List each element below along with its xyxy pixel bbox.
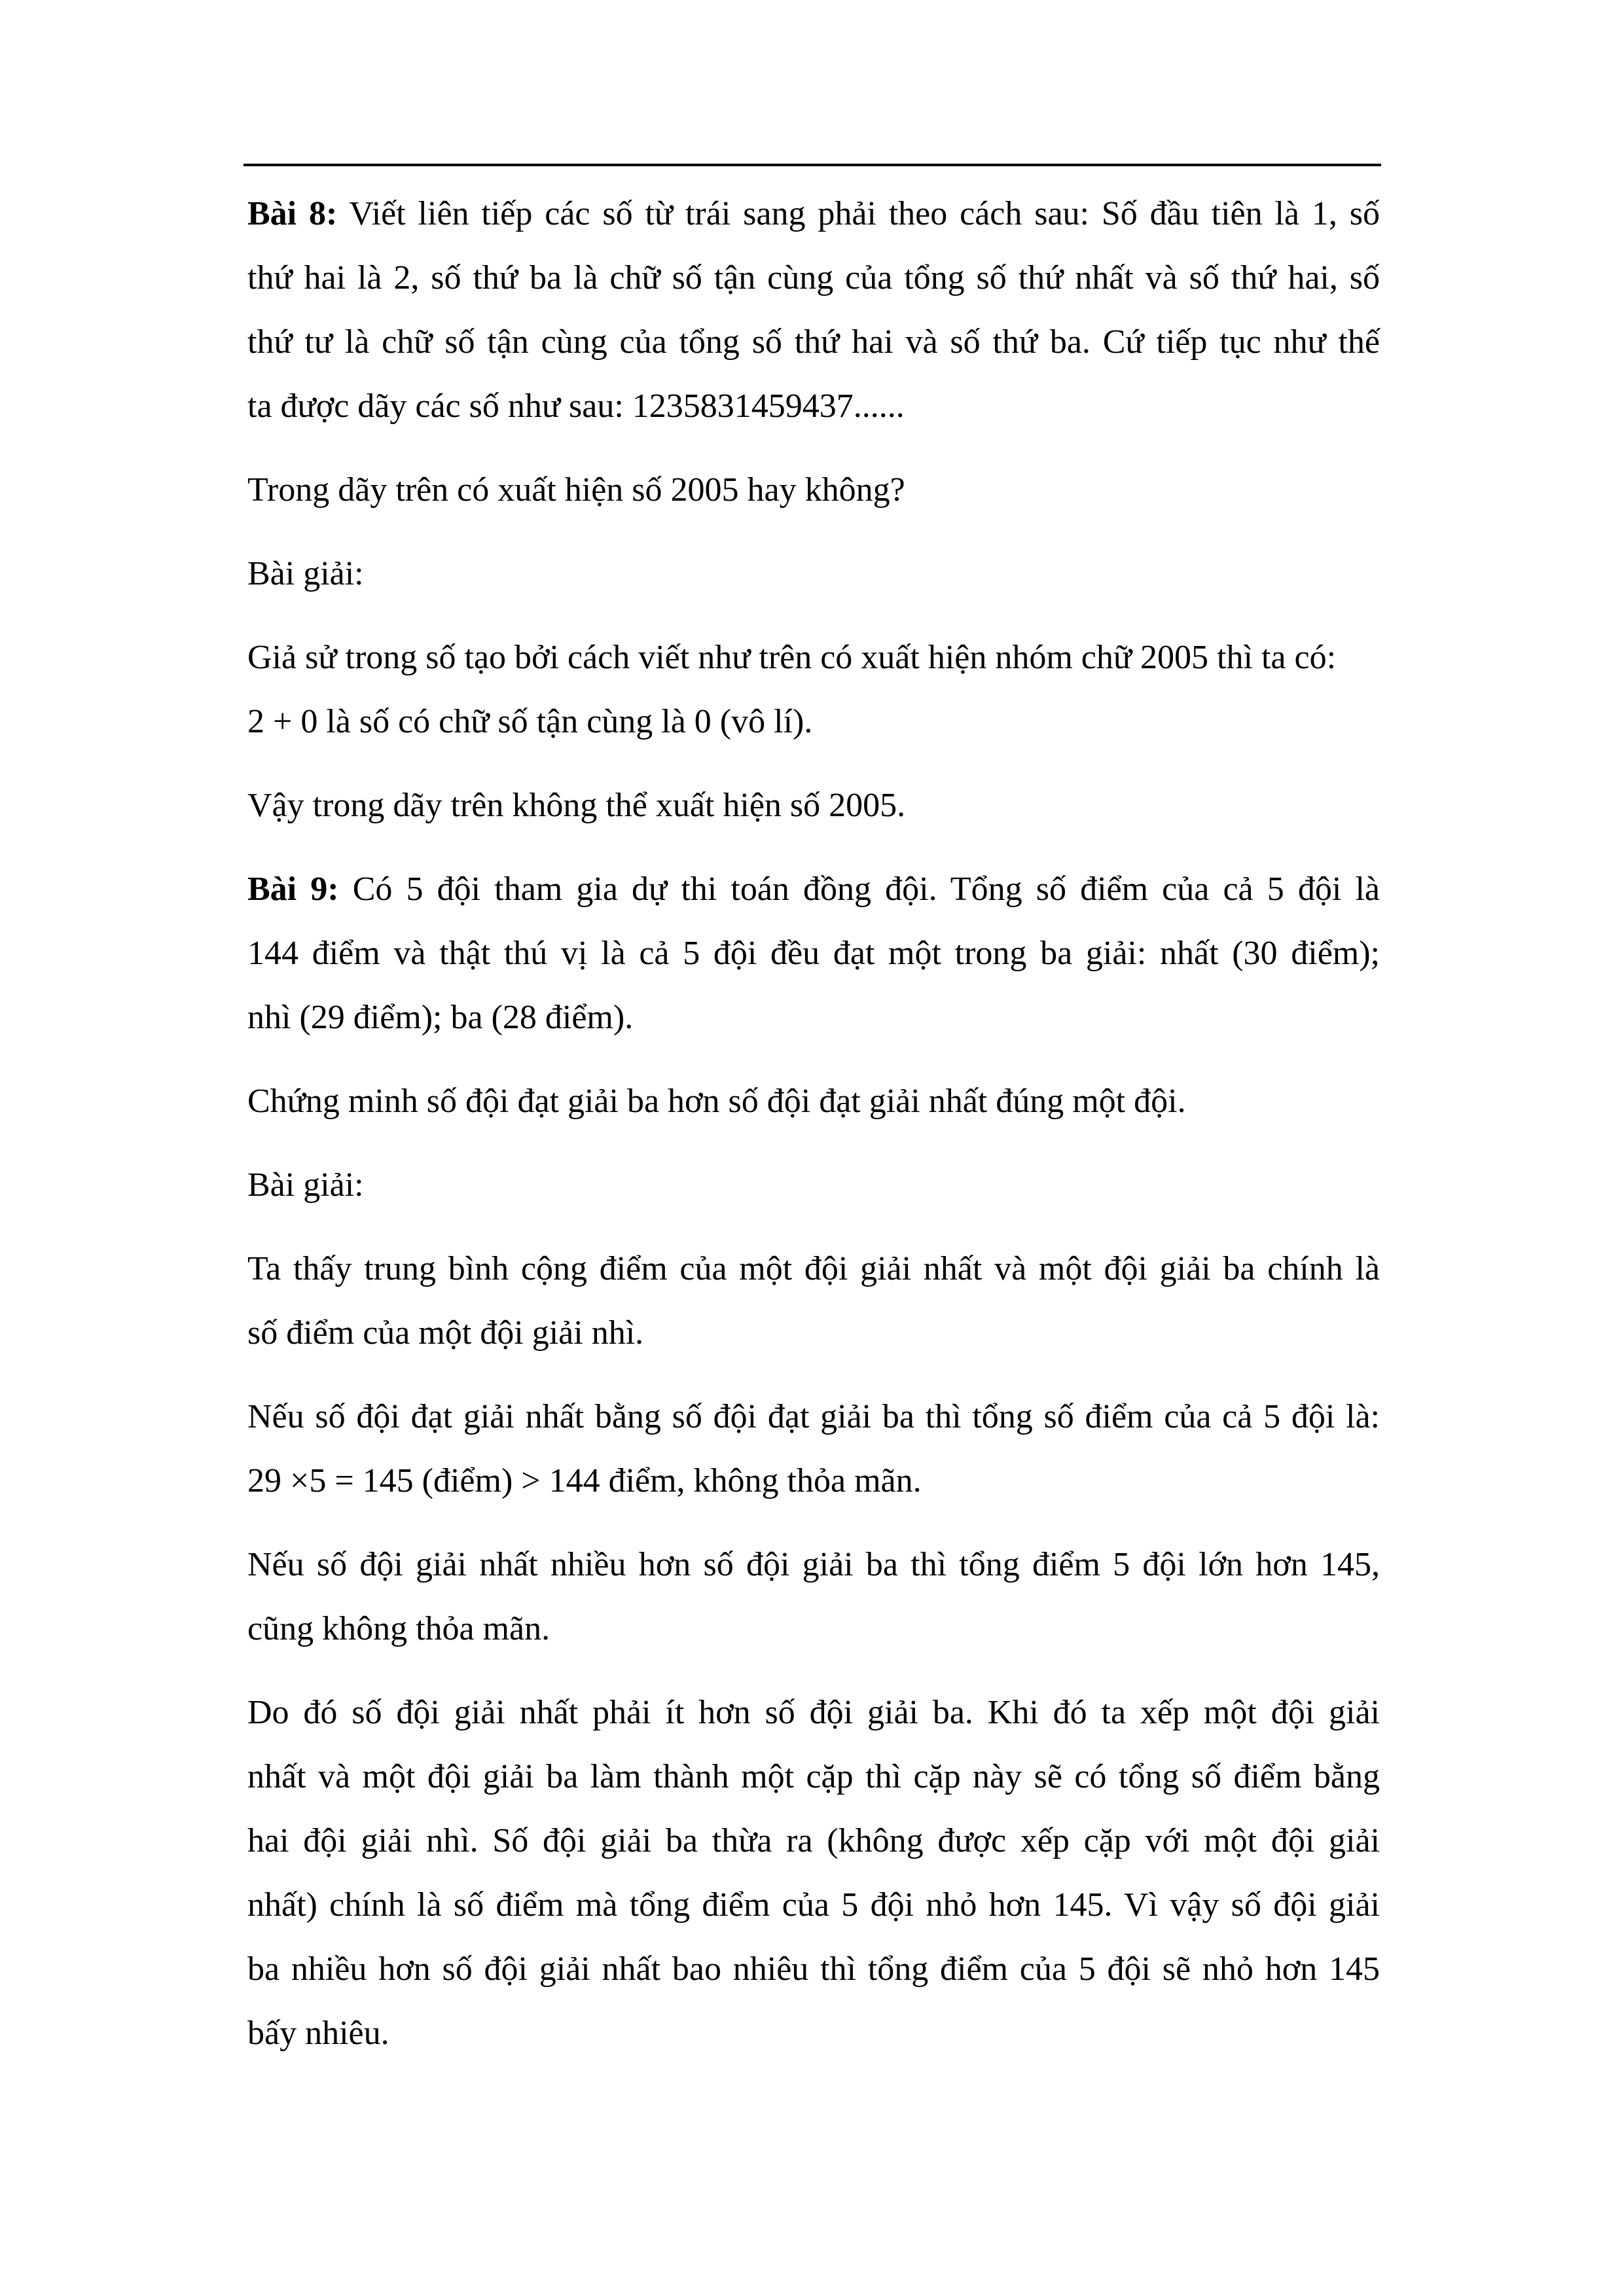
problem-8-conclusion: Vậy trong dãy trên không thể xuất hiện số 2005.	[247, 787, 906, 824]
problem-9-line-2: 144 điểm và thật thú vị là cả 5 đội đều đạt một trong ba giải: nhất (30 điểm);	[247, 935, 1380, 972]
problem-9-label: Bài 9:	[247, 870, 339, 908]
problem-9-statement	[247, 857, 1380, 1050]
problem-8-question: Trong dãy trên có xuất hiện số 2005 hay không?	[247, 471, 905, 509]
problem-9-solution-paragraph-4: Do đó số đội giải nhất phải ít hơn số đội giải ba. Khi đó ta xếp một đội giải nhất và một đội giải ba làm thành một cặp thì cặp này sẽ có tổng số điểm bằng hai đội giải nhì. Số đội giải ba thừa ra (không được xếp cặp với một đội giải nhất) chính là số điểm mà tổng điểm của 5 đội nhỏ hơn 145. Vì vậy số đội giải ba nhiều hơn số đội giải nhất bao nhiêu thì tổng điểm của 5 đội sẽ nhỏ hơn 145 bấy nhiêu.	[247, 1694, 1380, 2052]
problem-9-solution-paragraph-1: Ta thấy trung bình cộng điểm của một đội giải nhất và một đội giải ba chính là số điểm của một đội giải nhì.	[247, 1250, 1380, 1352]
problem-9-line-1: Bài 9: Có 5 đội tham gia dự thi toán đồng đội. Tổng số điểm của cả 5 đội là	[247, 870, 1380, 908]
problem-9-question: Chứng minh số đội đạt giải ba hơn số đội đạt giải nhất đúng một đội.	[247, 1083, 1186, 1120]
problem-9-solution-paragraph-3: Nếu số đội giải nhất nhiều hơn số đội giải ba thì tổng điểm 5 đội lớn hơn 145, cũng không thỏa mãn.	[247, 1546, 1380, 1647]
problem-8-statement	[247, 182, 1380, 439]
problem-8-solution-line-1: Giả sử trong số tạo bởi cách viết như trên có xuất hiện nhóm chữ 2005 thì ta có:	[247, 639, 1337, 676]
problem-8-line-1: Bài 8: Viết liên tiếp các số từ trái sang phải theo cách sau: Số đầu tiên là 1, số	[247, 195, 1380, 232]
header-divider	[244, 164, 1381, 166]
problem-8-solution	[247, 626, 1380, 754]
problem-8-solution-label: Bài giải:	[247, 555, 364, 592]
problem-9-solution-label: Bài giải:	[247, 1166, 364, 1204]
problem-8-label: Bài 8:	[247, 195, 338, 232]
problem-8-solution-line-2: 2 + 0 là số có chữ số tận cùng là 0 (vô lí).	[247, 703, 813, 740]
problem-9-solution-paragraph-2: Nếu số đội đạt giải nhất bằng số đội đạt giải ba thì tổng số điểm của cả 5 đội là: 29 ×5 = 145 (điểm) > 144 điểm, không thỏa mãn.	[247, 1398, 1380, 1499]
problem-8-line-3: thứ tư là chữ số tận cùng của tổng số thứ hai và số thứ ba. Cứ tiếp tục như thế	[247, 323, 1380, 361]
problem-9-line-3: nhì (29 điểm); ba (28 điểm).	[247, 999, 634, 1036]
problem-8-line-2: thứ hai là 2, số thứ ba là chữ số tận cùng của tổng số thứ nhất và số thứ hai, số	[247, 259, 1380, 296]
document-body	[247, 182, 1380, 2085]
problem-8-line-4: ta được dãy các số như sau: 1235831459437......	[247, 387, 905, 425]
